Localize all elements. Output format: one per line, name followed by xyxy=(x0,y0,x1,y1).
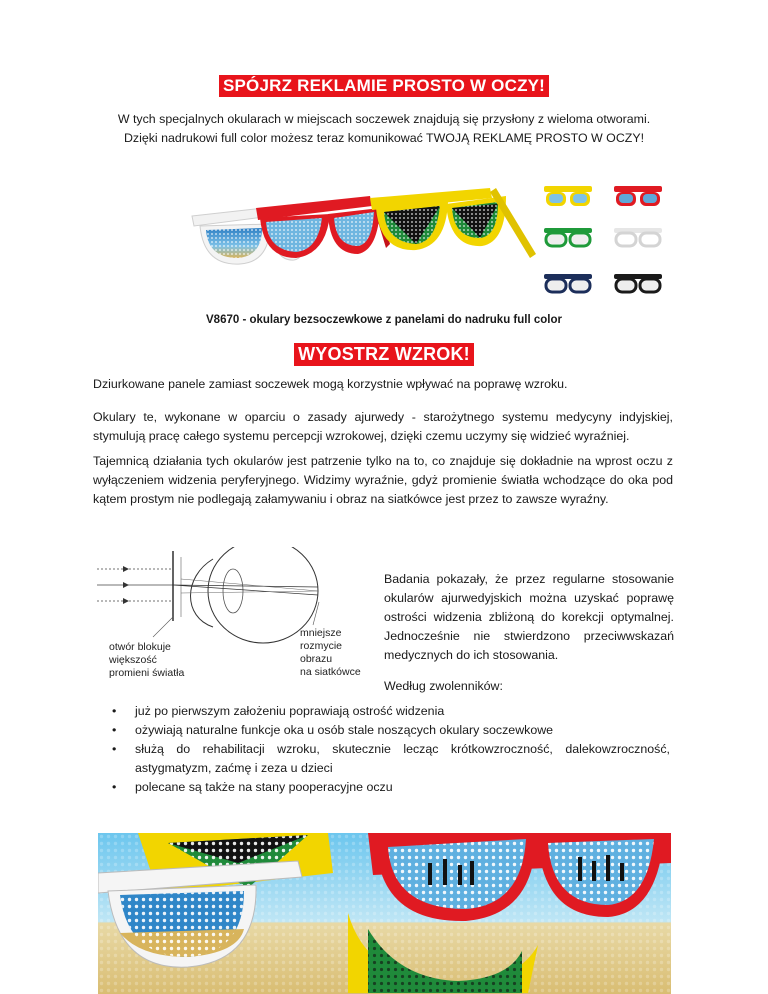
red-glasses xyxy=(256,196,390,258)
list-item: • polecane są także na stany pooperacyjne oczu xyxy=(110,778,670,797)
diagram-label-left-line-1: otwór blokuje xyxy=(109,641,171,653)
variant-green xyxy=(544,228,592,246)
variant-white xyxy=(614,228,662,246)
variant-black xyxy=(614,274,662,292)
diagram-label-left-line-2: większość xyxy=(109,654,157,666)
product-caption: V8670 - okulary bezsoczewkowe z panelami do nadruku full color xyxy=(206,314,562,326)
paragraph-1: Dziurkowane panele zamiast soczewek mogą korzystnie wpływać na poprawę wzroku. xyxy=(93,377,568,391)
diagram-label-right-line-4: na siatkówce xyxy=(300,666,361,678)
intro-line-2: Dzięki nadrukowi full color możesz teraz komunikować TWOJĄ REKLAMĘ PROSTO W OCZY! xyxy=(123,131,645,145)
diagram-label-right xyxy=(300,627,361,679)
variant-red xyxy=(614,186,662,206)
diagram-label-right-line-2: rozmycie xyxy=(300,640,343,652)
according-label: Według zwolenników: xyxy=(384,679,503,693)
section-heading xyxy=(0,343,768,366)
main-heading xyxy=(0,75,768,97)
diagram-label-right-line-3: obrazu xyxy=(300,653,333,665)
side-paragraph: Badania pokazały, że przez regularne stosowanie okularów ajurwedyjskich można uzyskać poprawę ostrości widzenia zbliżoną do korekcji optymalnej. Jednocześnie nie stwierdzono przeciwwskazań medycznych do ich stosowania. xyxy=(384,572,674,662)
main-heading-text: SPÓJRZ REKLAMIE PROSTO W OCZY! xyxy=(219,75,549,97)
beach-banner-image xyxy=(98,833,671,994)
product-photo-large xyxy=(190,168,550,298)
yellow-glasses xyxy=(370,188,536,258)
variant-yellow xyxy=(544,186,592,206)
paragraph-3: Tajemnicą działania tych okularów jest patrzenie tylko na to, co znajduje się dokładnie na wprost oczu z wyłączeniem widzenia peryferyjnego. Widzimy wyraźnie, gdyż promienie światła wchodzące do oka pod kątem prostym nie podlegają załamywaniu i obraz na siatkówce jest przez to zawsze wyraźny. xyxy=(93,454,673,506)
paragraph-2: Okulary te, wykonane w oparciu o zasady ajurwedy - starożytnego systemu medycyny indyjskiej, stymulują pracę całego systemu percepcji wzrokowej, dzięki czemu uczymy się widzieć wyraźniej. xyxy=(93,410,673,443)
list-item: • ożywiają naturalne funkcje oka u osób stale noszących okulary soczewkowe xyxy=(110,721,670,740)
benefits-list xyxy=(110,702,670,797)
diagram-label-left-line-3: promieni światła xyxy=(109,667,185,679)
section-heading-text: WYOSTRZ WZROK! xyxy=(294,343,474,366)
variant-navy xyxy=(544,274,592,292)
color-variants xyxy=(540,178,675,298)
intro-line-1: W tych specjalnych okularach w miejscach soczewek znajdują się przysłony z wieloma otworami. xyxy=(117,112,651,126)
diagram-label-left xyxy=(109,641,184,680)
list-item: • służą do rehabilitacji wzroku, skutecznie lecząc krótkowzroczność, dalekowzroczność, astygmatyzm, zaćmę i zeza u dzieci xyxy=(110,740,670,778)
diagram-label-right-line-1: mniejsze xyxy=(300,627,342,639)
list-item: • już po pierwszym założeniu poprawiają ostrość widzenia xyxy=(110,702,670,721)
